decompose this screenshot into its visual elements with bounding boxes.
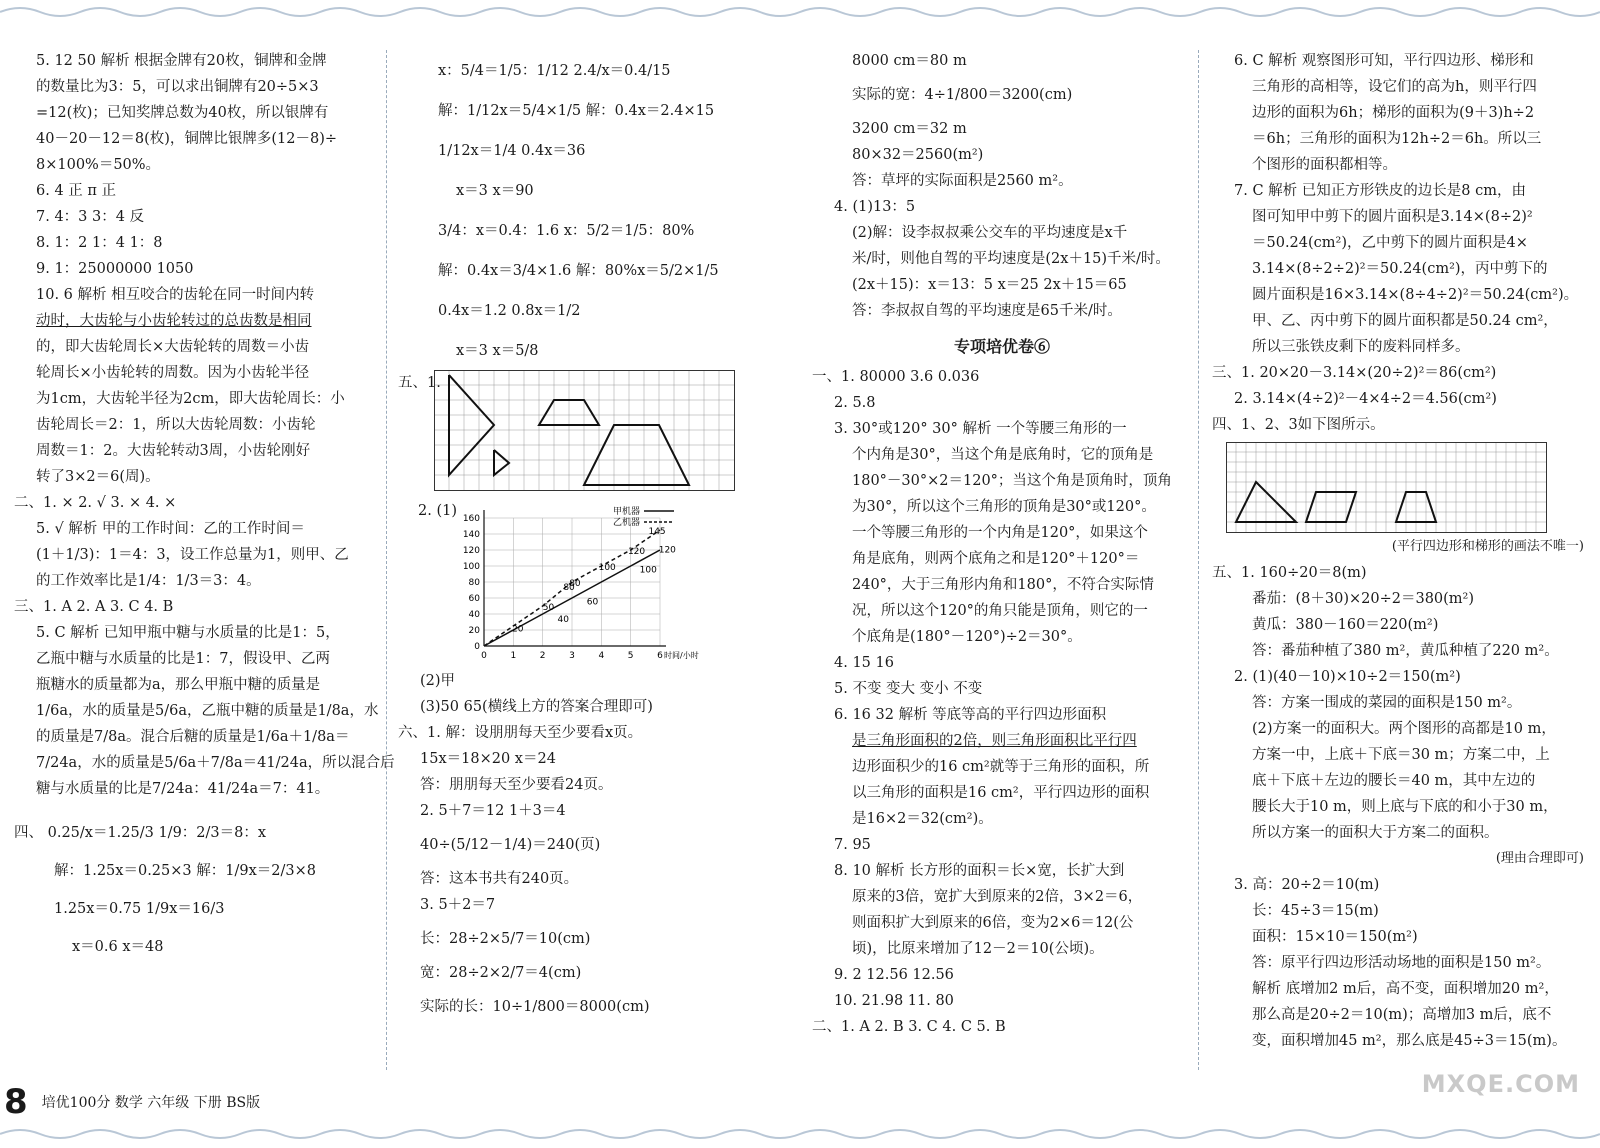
answer-line: 腰长大于10 m，则上底与下底的和小于30 m， bbox=[1252, 799, 1558, 815]
footer-book-info: 培优100分 数学 六年级 下册 BS版 bbox=[41, 1095, 261, 1111]
answer-line: 的质量是7/8a。混合后糖的质量是1/6a＋1/8a＝ bbox=[36, 729, 350, 745]
answer-line: 面积：15×10＝150(m²) bbox=[1252, 929, 1418, 945]
answer-line: 番茄：(8＋30)×20÷2＝380(m²) bbox=[1252, 591, 1475, 607]
answer-line: 10. 6 解析 相互咬合的齿轮在同一时间内转 bbox=[36, 287, 315, 303]
answer-line: 答：草坪的实际面积是2560 m²。 bbox=[852, 173, 1073, 189]
answer-line: =12(枚)；已知奖牌总数为40枚，所以银牌有 bbox=[36, 105, 329, 121]
answer-line: 是16×2＝32(cm²)。 bbox=[852, 811, 993, 827]
answer-line: 三、1. A 2. A 3. C 4. B bbox=[14, 599, 174, 615]
answer-line: 长：28÷2×5/7＝10(cm) bbox=[420, 931, 591, 947]
x-tick-label: 0 bbox=[481, 651, 487, 661]
answer-line: (2)甲 bbox=[420, 673, 456, 689]
answer-line: 5. 12 50 解析 根据金牌有20枚，铜牌和金牌 bbox=[36, 53, 327, 69]
page-footer bbox=[0, 1082, 260, 1122]
answer-line: 6. 4 正 π 正 bbox=[36, 183, 117, 199]
legend-label: 乙机器 bbox=[612, 518, 640, 528]
answer-line: 四、 0.25/x＝1.25/3 1/9：2/3＝8：x bbox=[14, 825, 267, 841]
answer-line: 是三角形面积的2倍，则三角形面积比平行四 bbox=[852, 733, 1137, 749]
answer-line: 9. 1：25000000 1050 bbox=[36, 261, 194, 277]
answer-line: ＝6h；三角形的面积为12h÷2＝6h。所以三 bbox=[1252, 131, 1542, 147]
answer-line: 的数量比为3：5，可以求出铜牌有20÷5×3 bbox=[36, 79, 319, 95]
answer-line: 8×100%＝50%。 bbox=[36, 157, 161, 173]
answer-line: (2)解：设李叔叔乘公交车的平均速度是x千 bbox=[852, 225, 1128, 241]
point-label: 120 bbox=[658, 545, 676, 556]
answer-line: 周数＝1：2。大齿轮转动3周，小齿轮刚好 bbox=[36, 443, 311, 459]
answer-line: 6. 16 32 解析 等底等高的平行四边形面积 bbox=[834, 707, 1107, 723]
answer-line: 80×32＝2560(m²) bbox=[852, 147, 984, 163]
point-label: 40 bbox=[557, 615, 569, 625]
answer-line: ＝50.24(cm²)，乙中剪下的圆片面积是4× bbox=[1252, 235, 1528, 251]
answer-line: 答：方案一围成的菜园的面积是150 m²。 bbox=[1252, 695, 1522, 711]
answer-line: 米/时，则他自驾的平均速度是(2x＋15)千米/时。 bbox=[852, 251, 1170, 267]
note: (理由合理即可) bbox=[1495, 851, 1584, 866]
answer-line: 7/24a，水的质量是5/6a＋7/8a＝41/24a，所以混合后 bbox=[36, 755, 395, 771]
answer-line: 顷)，比原来增加了12－2＝10(公顷)。 bbox=[852, 941, 1104, 957]
figure-grid-section bbox=[398, 370, 788, 496]
x-tick-label: 5 bbox=[627, 651, 634, 661]
y-tick-label: 100 bbox=[462, 562, 480, 572]
answer-line: 黄瓜：380－160＝220(m²) bbox=[1252, 617, 1439, 633]
y-tick-label: 0 bbox=[474, 642, 480, 652]
y-tick-label: 20 bbox=[468, 626, 480, 636]
answer-line: 3200 cm＝32 m bbox=[852, 121, 967, 137]
answer-line: 5. C 解析 已知甲瓶中糖与水质量的比是1：5， bbox=[36, 625, 340, 641]
y-tick-label: 120 bbox=[462, 546, 480, 556]
answer-line: 乙瓶中糖与水质量的比是1：7，假设甲、乙两 bbox=[36, 651, 330, 667]
answer-column-3 bbox=[812, 48, 1192, 1040]
watermark: MXQE.COM bbox=[1421, 1070, 1580, 1098]
answer-line: x＝0.6 x＝48 bbox=[72, 939, 164, 955]
answer-line: 4. 15 16 bbox=[834, 655, 894, 671]
answer-line: 7. 4：3 3：4 反 bbox=[36, 209, 145, 225]
question-label: 五、1. bbox=[398, 375, 441, 391]
x-axis-label: 时间/小时 bbox=[664, 651, 699, 660]
point-label: 145 bbox=[648, 527, 666, 537]
equation-line: x＝3 x＝90 bbox=[456, 183, 534, 199]
answer-line: 个内角是30°，当这个角是底角时，它的顶角是 bbox=[852, 447, 1154, 463]
answer-line: (3)50 65(横线上方的答案合理即可) bbox=[420, 699, 653, 715]
equation-line: 1/12x＝1/4 0.4x＝36 bbox=[438, 143, 586, 159]
answer-line: 底＋下底＋左边的腰长＝40 m，其中左边的 bbox=[1252, 773, 1536, 789]
answer-line: 5. 不变 变大 变小 不变 bbox=[834, 681, 983, 697]
power-consumption-line-chart bbox=[454, 500, 754, 666]
top-wave-border bbox=[0, 4, 1600, 20]
answer-line: 2. (1)(40－10)×10÷2＝150(m²) bbox=[1234, 669, 1461, 685]
answer-line: 180°－30°×2＝120°；当这个角是顶角时，顶角 bbox=[852, 473, 1172, 489]
answer-line: 2. 5.8 bbox=[834, 395, 876, 411]
answer-line: 边形的面积为6h；梯形的面积为(9＋3)h÷2 bbox=[1252, 105, 1535, 121]
line-chart-section bbox=[398, 498, 788, 668]
answer-line: 四、1、2、3如下图所示。 bbox=[1212, 417, 1385, 433]
answer-line: 9. 2 12.56 12.56 bbox=[834, 967, 954, 983]
equation-line: 解：1/12x＝5/4×1/5 解：0.4x＝2.4×15 bbox=[438, 103, 715, 119]
answer-line: 的工作效率比是1/4：1/3＝3：4。 bbox=[36, 573, 261, 589]
answer-line: 为1cm，大齿轮半径为2cm，即大齿轮周长：小 bbox=[36, 391, 345, 407]
answer-line: 8000 cm＝80 m bbox=[852, 53, 967, 69]
answer-line: 答：原平行四边形活动场地的面积是150 m²。 bbox=[1252, 955, 1551, 971]
point-label: 100 bbox=[639, 565, 657, 576]
x-tick-label: 4 bbox=[598, 651, 605, 661]
answer-line: 三角形的高相等，设它们的高为h，则平行四 bbox=[1252, 79, 1537, 95]
answer-line: 解：1.25x＝0.25×3 解：1/9x＝2/3×8 bbox=[54, 863, 316, 879]
y-tick-label: 40 bbox=[468, 610, 480, 620]
column-divider bbox=[386, 50, 387, 1070]
answer-line: 答：番茄种植了380 m²，黄瓜种植了220 m²。 bbox=[1252, 643, 1559, 659]
y-tick-label: 160 bbox=[462, 514, 480, 524]
answer-line: 2. 3.14×(4÷2)²－4×4÷2＝4.56(cm²) bbox=[1234, 391, 1497, 407]
answer-line: 3. 高：20÷2＝10(m) bbox=[1234, 877, 1380, 893]
answer-line: 齿轮周长＝2：1，所以大齿轮周数：小齿轮 bbox=[36, 417, 316, 433]
answer-line: 5. √ 解析 甲的工作时间：乙的工作时间＝ bbox=[36, 521, 305, 537]
point-label: 120 bbox=[627, 547, 646, 557]
answer-line: 个底角是(180°－120°)÷2＝30°。 bbox=[852, 629, 1082, 645]
answer-column-4 bbox=[1212, 48, 1584, 1054]
y-tick-label: 140 bbox=[462, 530, 480, 540]
answer-line: 40÷(5/12－1/4)＝240(页) bbox=[420, 837, 601, 853]
answer-line: 动时，大齿轮与小齿轮转过的总齿数是相同 bbox=[36, 313, 312, 329]
point-label: 50 bbox=[542, 603, 555, 613]
answer-line: 4. (1)13：5 bbox=[834, 199, 916, 215]
equation-line: x：5/4＝1/5：1/12 2.4/x＝0.4/15 bbox=[438, 63, 671, 79]
point-label: 80 bbox=[563, 583, 575, 593]
equation-line: x＝3 x＝5/8 bbox=[456, 343, 539, 359]
answer-line: 糖与水质量的比是7/24a：41/24a＝7：41。 bbox=[36, 781, 330, 797]
answer-line: 8. 1：2 1：4 1：8 bbox=[36, 235, 163, 251]
answer-line: 五、1. 160÷20＝8(m) bbox=[1212, 565, 1367, 581]
answer-line: 2. 5＋7＝12 1＋3＝4 bbox=[420, 803, 566, 819]
answer-line: 40－20－12＝8(枚)，铜牌比银牌多(12－8)÷ bbox=[36, 131, 338, 147]
answer-line: 所以三张铁皮剩下的废料同样多。 bbox=[1252, 339, 1470, 355]
answer-line: 3.14×(8÷2÷2)²＝50.24(cm²)，丙中剪下的 bbox=[1252, 261, 1548, 277]
answer-line: 长：45÷3＝15(m) bbox=[1252, 903, 1379, 919]
answer-line: 原来的3倍，宽扩大到原来的2倍，3×2＝6， bbox=[852, 889, 1143, 905]
answer-line: 10. 21.98 11. 80 bbox=[834, 993, 954, 1009]
point-label: 100 bbox=[598, 563, 616, 573]
answer-line: 15x＝18×20 x＝24 bbox=[420, 751, 556, 767]
answer-line: (2x＋15)：x＝13：5 x＝25 2x＋15＝65 bbox=[852, 277, 1127, 293]
legend-label: 甲机器 bbox=[612, 507, 640, 517]
section-title: 专项培优卷⑥ bbox=[953, 337, 1050, 356]
point-label: 60 bbox=[586, 597, 599, 608]
answer-line: 六、1. 解：设朋朋每天至少要看x页。 bbox=[398, 725, 643, 741]
answer-line: 3. 30°或120° 30° 解析 一个等腰三角形的一 bbox=[834, 421, 1127, 437]
answer-line: 为30°，所以这个三角形的顶角是30°或120°。 bbox=[852, 499, 1156, 515]
x-tick-label: 2 bbox=[539, 651, 546, 661]
answer-line: 1/6a，水的质量是5/6a，乙瓶中糖的质量是1/8a，水 bbox=[36, 703, 379, 719]
answer-line: 转了3×2＝6(周)。 bbox=[36, 469, 160, 485]
answer-column-1 bbox=[14, 48, 395, 960]
note: (平行四边形和梯形的画法不唯一) bbox=[1391, 539, 1584, 554]
answer-line: 答：李叔叔自驾的平均速度是65千米/时。 bbox=[852, 303, 1122, 319]
answer-column-2 bbox=[398, 48, 788, 1020]
y-tick-label: 60 bbox=[468, 594, 480, 604]
equation-line: 3/4：x＝0.4：1.6 x：5/2＝1/5：80% bbox=[438, 223, 695, 239]
answer-line: 瓶糖水的质量都为a，那么甲瓶中糖的质量是 bbox=[36, 677, 321, 693]
answer-line: 240°，大于三角形内角和180°，不符合实际情 bbox=[852, 577, 1154, 593]
point-label: 80 bbox=[569, 579, 581, 589]
bottom-wave-border bbox=[0, 1126, 1600, 1142]
answer-line: 的，即大齿轮周长×大齿轮转的周数＝小齿 bbox=[36, 339, 310, 355]
answer-line: 圆片面积是16×3.14×(8÷4÷2)²＝50.24(cm²)。 bbox=[1252, 287, 1579, 303]
answer-line: 7. C 解析 已知正方形铁皮的边长是8 cm，由 bbox=[1234, 183, 1526, 199]
point-label: 20 bbox=[512, 624, 524, 635]
page-number: 8 bbox=[4, 1082, 28, 1122]
answer-line: 解析 底增加2 m后，高不变，面积增加20 m²， bbox=[1252, 981, 1559, 997]
equation-line: 0.4x＝1.2 0.8x＝1/2 bbox=[438, 303, 581, 319]
answer-line: 答：朋朋每天至少要看24页。 bbox=[420, 777, 613, 793]
answer-line: 8. 10 解析 长方形的面积＝长×宽，长扩大到 bbox=[834, 863, 1125, 879]
answer-line: 变，面积增加45 m²，那么底是45÷3＝15(m)。 bbox=[1252, 1033, 1567, 1049]
y-tick-label: 80 bbox=[468, 578, 480, 588]
answer-line: 二、1. × 2. √ 3. × 4. × bbox=[14, 495, 177, 511]
answer-line: 一个等腰三角形的一个内角是120°，如果这个 bbox=[852, 525, 1148, 541]
x-tick-label: 6 bbox=[657, 651, 663, 661]
answer-line: 所以方案一的面积大于方案二的面积。 bbox=[1252, 825, 1499, 841]
answer-line: 方案一中，上底＋下底＝30 m；方案二中，上 bbox=[1252, 747, 1550, 763]
answer-line: 宽：28÷2×2/7＝4(cm) bbox=[420, 965, 582, 981]
answer-line: 则面积扩大到原来的6倍，变为2×6＝12(公 bbox=[852, 915, 1134, 931]
answer-line: 3. 5＋2＝7 bbox=[420, 897, 496, 913]
answer-line: 图可知甲中剪下的圆片面积是3.14×(8÷2)² bbox=[1252, 209, 1533, 225]
grid-figure-triangle-parallelogram-trapezoid bbox=[1226, 442, 1548, 534]
answer-line: 以三角形的面积是16 cm²，平行四边形的面积 bbox=[852, 785, 1150, 801]
column-divider bbox=[1198, 50, 1199, 1070]
answer-line: 7. 95 bbox=[834, 837, 871, 853]
x-tick-label: 1 bbox=[510, 651, 517, 661]
answer-line: 那么高是20÷2＝10(m)；高增加3 m后，底不 bbox=[1252, 1007, 1552, 1023]
answer-line: 轮周长×小齿轮转的周数。因为小齿轮半径 bbox=[36, 365, 310, 381]
grid-figure-triangles-trapezoids bbox=[434, 370, 736, 492]
answer-line: 个图形的面积都相等。 bbox=[1252, 157, 1397, 173]
answer-line: 实际的宽：4÷1/800＝3200(cm) bbox=[852, 87, 1073, 103]
answer-line: 二、1. A 2. B 3. C 4. C 5. B bbox=[812, 1019, 1006, 1035]
answer-line: 况，所以这个120°的角只能是顶角，则它的一 bbox=[852, 603, 1148, 619]
answer-line: 实际的长：10÷1/800＝8000(cm) bbox=[420, 999, 650, 1015]
answer-line: 角是底角，则两个底角之和是120°＋120°＝ bbox=[852, 551, 1140, 567]
question-label: 2. (1) bbox=[418, 503, 457, 519]
equation-line: 解：0.4x＝3/4×1.6 解：80%x＝5/2×1/5 bbox=[438, 263, 719, 279]
answer-line: (2)方案一的面积大。两个图形的高都是10 m， bbox=[1252, 721, 1556, 737]
answer-line: 三、1. 20×20－3.14×(20÷2)²＝86(cm²) bbox=[1212, 365, 1497, 381]
answer-line: 答：这本书共有240页。 bbox=[420, 871, 579, 887]
answer-line: 一、1. 80000 3.6 0.036 bbox=[812, 369, 980, 385]
answer-line: 边形面积少的16 cm²就等于三角形的面积，所 bbox=[852, 759, 1150, 775]
x-tick-label: 3 bbox=[569, 651, 575, 661]
answer-line: 1.25x＝0.75 1/9x＝16/3 bbox=[54, 901, 225, 917]
answer-line: (1＋1/3)：1＝4：3，设工作总量为1，则甲、乙 bbox=[36, 547, 349, 563]
answer-line: 甲、乙、丙中剪下的圆片面积都是50.24 cm²， bbox=[1252, 313, 1558, 329]
answer-line: 6. C 解析 观察图形可知，平行四边形、梯形和 bbox=[1234, 53, 1534, 69]
